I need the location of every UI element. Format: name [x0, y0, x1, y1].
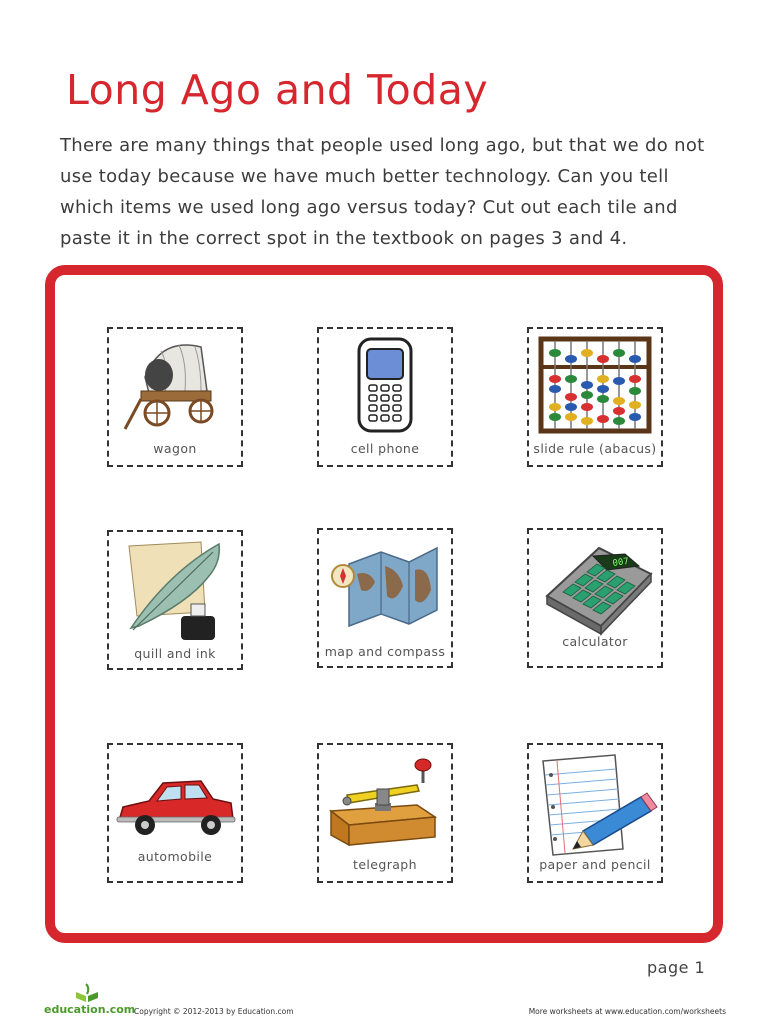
book-icon — [72, 982, 102, 1004]
tile-calculator[interactable] — [527, 528, 663, 668]
tile-cell-phone[interactable] — [317, 327, 453, 467]
copyright-text: Copyright © 2012-2013 by Education.com — [134, 1007, 294, 1016]
tile-paper-pencil[interactable] — [527, 743, 663, 883]
tile-map-compass[interactable] — [317, 528, 453, 668]
education-logo[interactable] — [44, 982, 136, 1018]
page-number: page 1 — [647, 958, 706, 977]
brand-name: education.com — [44, 1003, 136, 1016]
tile-label: cell phone — [350, 441, 420, 456]
tile-label: wagon — [153, 441, 197, 456]
tile-wagon[interactable] — [107, 327, 243, 467]
tile-label: slide rule (abacus) — [533, 441, 657, 456]
tile-automobile[interactable] — [107, 743, 243, 883]
instructions-text: There are many things that people used long ago, but that we do not use today because we have much better technology. Can you tell which items we used long ago versus today? Cut out each tile and paste it in the correct spot in the textbook on pages 3 and 4. — [60, 135, 705, 249]
page-title: Long Ago and Today — [66, 66, 489, 114]
cutout-frame — [45, 265, 723, 943]
tile-quill-ink[interactable] — [107, 530, 243, 670]
tile-label: calculator — [562, 634, 628, 649]
tile-label: map and compass — [324, 644, 446, 659]
calculator-display: 007 — [612, 556, 630, 569]
more-worksheets-link[interactable]: More worksheets at www.education.com/worksheets — [528, 1007, 726, 1016]
tile-abacus[interactable] — [527, 327, 663, 467]
tile-label: automobile — [137, 849, 213, 864]
tile-label: telegraph — [353, 857, 417, 872]
tile-telegraph[interactable] — [317, 743, 453, 883]
tile-label: quill and ink — [134, 646, 216, 661]
tile-label: paper and pencil — [539, 857, 651, 872]
